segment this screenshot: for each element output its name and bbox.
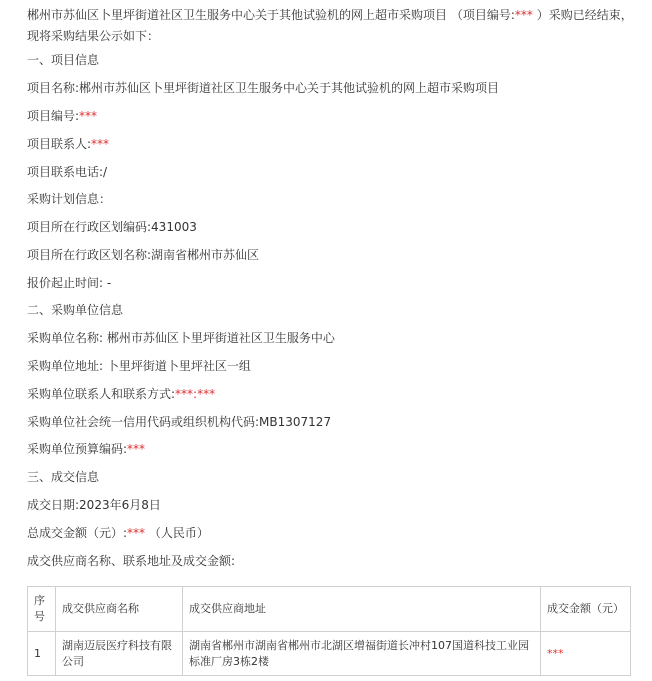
project-no-line [27,108,97,124]
buyer-contact-sep: : [193,387,198,401]
buyer-name-line [27,330,335,346]
total-amount-value: *** [127,526,146,540]
region-name-value: 湖南省郴州市苏仙区 [151,248,260,262]
project-no-label: 项目编号: [27,109,80,123]
total-amount-unit: （人民币） [145,526,209,540]
quote-time-value: - [103,276,112,290]
buyer-name-label: 采购单位名称: [27,331,104,345]
purchase-plan-label: 采购计划信息： [27,192,112,206]
table-row [28,632,631,676]
project-phone-label: 项目联系电话: [27,165,104,179]
intro-text-after: ）采购已经结束，现将采购结果公示如下： [27,8,633,43]
buyer-contact-phone: *** [197,387,216,401]
supplier-intro: 成交供应商名称、联系地址及成交金额: [27,554,236,568]
header-serial-no: 序号 [28,587,56,632]
project-name-label: 项目名称: [27,81,80,95]
region-code-line [27,219,197,235]
cell-serial-no: 1 [28,632,56,676]
budget-code-value: *** [127,442,146,456]
cell-supplier-address: 湖南省郴州市湖南省郴州市北湖区增福街道长冲村107国道科技工业园标准厂房3栋2楼 [183,632,541,676]
deal-date-value: 2023年6月8日 [79,498,161,512]
buyer-address-label: 采购单位地址: [27,359,104,373]
credit-code-value: MB1307127 [259,415,332,429]
budget-code-line [27,441,145,457]
deal-date-label: 成交日期: [27,498,80,512]
header-deal-amount: 成交金额（元） [541,587,631,632]
quote-time-label: 报价起止时间: [27,276,104,290]
project-contact-value: *** [91,137,110,151]
total-amount-label: 总成交金额（元）: [27,526,128,540]
section-heading-buyer-info: 二、采购单位信息 [27,303,124,317]
buyer-address-value: 卜里坪街道卜里坪社区一组 [103,359,251,373]
deal-date-line [27,497,161,513]
section-heading-project-info: 一、项目信息 [27,53,100,67]
region-name-line [27,247,259,263]
table-header-row [28,587,631,632]
project-phone-line [27,164,107,180]
buyer-address-line [27,358,251,374]
project-contact-label: 项目联系人: [27,137,92,151]
buyer-name-value: 郴州市苏仙区卜里坪街道社区卫生服务中心 [103,331,335,345]
budget-code-label: 采购单位预算编码: [27,442,128,456]
region-code-label: 项目所在行政区划编码: [27,220,152,234]
result-table [27,586,631,676]
cell-supplier-name: 湖南迈辰医疗科技有限公司 [56,632,183,676]
header-supplier-name: 成交供应商名称 [56,587,183,632]
intro-paragraph [27,5,639,47]
buyer-contact-line [27,386,215,402]
intro-text-before: 郴州市苏仙区卜里坪街道社区卫生服务中心关于其他试验机的网上超市采购项目 （项目编号: [27,8,515,22]
project-contact-line [27,136,109,152]
quote-time-line [27,275,111,291]
credit-code-line [27,414,331,430]
buyer-contact-name: *** [175,387,194,401]
project-phone-value: / [103,165,108,179]
header-supplier-address: 成交供应商地址 [183,587,541,632]
credit-code-label: 采购单位社会统一信用代码或组织机构代码: [27,415,260,429]
project-name-value: 郴州市苏仙区卜里坪街道社区卫生服务中心关于其他试验机的网上超市采购项目 [79,81,500,95]
region-code-value: 431003 [151,220,197,234]
section-heading-deal-info: 三、成交信息 [27,470,100,484]
cell-deal-amount: *** [541,632,631,676]
intro-project-no: *** [514,8,533,22]
total-amount-line [27,525,209,541]
project-no-value: *** [79,109,98,123]
region-name-label: 项目所在行政区划名称: [27,248,152,262]
buyer-contact-label: 采购单位联系人和联系方式: [27,387,176,401]
project-name-line [27,80,499,96]
